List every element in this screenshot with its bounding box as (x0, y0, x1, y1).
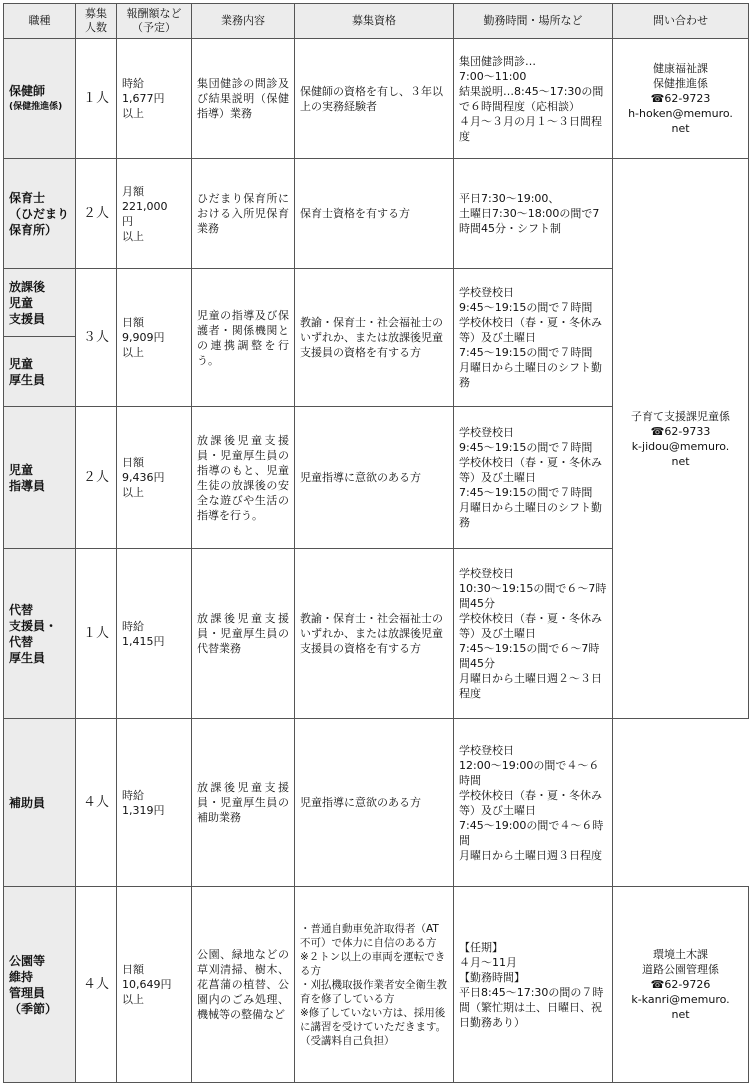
header-contact: 問い合わせ (613, 4, 749, 39)
contact-child: 子育て支援課児童係 ☎62-9733 k-jidou@memuro. net (613, 159, 749, 719)
header-hours-place: 勤務時間・場所など (454, 4, 613, 39)
table-row (4, 719, 749, 887)
hours-cell: 平日7:30～19:00、 土曜日7:30～18:00の間で7時間45分・シフト制 (454, 159, 613, 269)
duties-cell: 放課後児童支援員・児童厚生員の代替業務 (192, 549, 295, 719)
job-type-cell: 保育士 （ひだまり 保育所） (4, 159, 76, 269)
table-row (4, 887, 749, 1083)
job-type-cell: 補助員 (4, 719, 76, 887)
header-qualifications: 募集資格 (295, 4, 454, 39)
job-type-cell: 代替 支援員・ 代替 厚生員 (4, 549, 76, 719)
table-row (4, 159, 749, 269)
header-pay: 報酬額など （予定） (117, 4, 192, 39)
contact-park: 環境土木課 道路公園管理係 ☎62-9726 k-kanri@memuro. net (613, 887, 749, 1083)
qualifications-cell: 教諭・保育士・社会福祉士のいずれか、または放課後児童支援員の資格を有する方 (295, 549, 454, 719)
qualifications-cell: 児童指導に意欲のある方 (295, 719, 454, 887)
job-type-cell (4, 39, 76, 159)
duties-cell: 放課後児童支援員・児童厚生員の指導のもと、児童生徒の放課後の安全な遊びや生活の指導を行う。 (192, 407, 295, 549)
recruitment-table (3, 3, 749, 1083)
duties-cell: 放課後児童支援員・児童厚生員の補助業務 (192, 719, 295, 887)
contact-health: 健康福祉課 保健推進係 ☎62-9723 h-hoken@memuro. net (613, 39, 749, 159)
duties-cell: 集団健診の問診及び結果説明（保健指導）業務 (192, 39, 295, 159)
job-subtitle: (保健推進係) (9, 101, 63, 112)
duties-cell: 児童の指導及び保護者・関係機関との連携調整を行う。 (192, 269, 295, 407)
hours-cell: 【任期】 ４月～11月 【勤務時間】 平日8:45～17:30の間の７時間（繁忙期は土、日曜日、祝日勤務あり） (454, 887, 613, 1083)
pay-cell: 日額 10,649円 以上 (117, 887, 192, 1083)
duties-cell: ひだまり保育所における入所児保育業務 (192, 159, 295, 269)
job-type-cell: 児童 厚生員 (4, 337, 76, 407)
count-cell: １人 (76, 549, 117, 719)
job-title: 保健師 (9, 83, 46, 98)
header-row (4, 4, 749, 39)
count-cell: ４人 (76, 719, 117, 887)
job-type-cell: 放課後 児童 支援員 (4, 269, 76, 337)
job-type-cell: 児童 指導員 (4, 407, 76, 549)
pay-cell: 時給 1,319円 (117, 719, 192, 887)
qualifications-cell: ・普通自動車免許取得者（AT不可）で体力に自信のある方 ※２トン以上の車両を運転できる方 ・刈払機取扱作業者安全衛生教育を修了している方 ※修了していない方は、採用後に講習を受けていただきます。（受講料自己負担） (295, 887, 454, 1083)
header-duties: 業務内容 (192, 4, 295, 39)
count-cell: １人 (76, 39, 117, 159)
count-cell: ４人 (76, 887, 117, 1083)
header-count: 募集 人数 (76, 4, 117, 39)
table-row (4, 39, 749, 159)
hours-cell: 学校登校日 9:45～19:15の間で７時間 学校休校日（春・夏・冬休み等）及び土曜日 7:45～19:15の間で７時間 月曜日から土曜日のシフト勤務 (454, 407, 613, 549)
qualifications-cell: 教諭・保育士・社会福祉士のいずれか、または放課後児童支援員の資格を有する方 (295, 269, 454, 407)
qualifications-cell: 保育士資格を有する方 (295, 159, 454, 269)
hours-cell: 学校登校日 9:45～19:15の間で７時間 学校休校日（春・夏・冬休み等）及び土曜日 7:45～19:15の間で７時間 月曜日から土曜日のシフト勤務 (454, 269, 613, 407)
pay-cell: 月額 221,000 円 以上 (117, 159, 192, 269)
hours-cell: 学校登校日 10:30～19:15の間で６～7時間45分 学校休校日（春・夏・冬休み等）及び土曜日 7:45～19:15の間で６～7時間45分 月曜日から土曜日週２～３日程度 (454, 549, 613, 719)
pay-cell: 時給 1,677円 以上 (117, 39, 192, 159)
header-job-type: 職種 (4, 4, 76, 39)
hours-cell: 学校登校日 12:00～19:00の間で４～６時間 学校休校日（春・夏・冬休み等）及び土曜日 7:45～19:00の間で４～６時間 月曜日から土曜日週３日程度 (454, 719, 613, 887)
count-cell: ３人 (76, 269, 117, 407)
hours-cell: 集団健診問診… 7:00～11:00 結果説明…8:45～17:30の間で６時間程度（応相談） ４月～３月の月１～３日間程度 (454, 39, 613, 159)
pay-cell: 日額 9,436円 以上 (117, 407, 192, 549)
job-type-cell: 公園等 維持 管理員 （季節） (4, 887, 76, 1083)
pay-cell: 時給 1,415円 (117, 549, 192, 719)
count-cell: ２人 (76, 159, 117, 269)
qualifications-cell: 児童指導に意欲のある方 (295, 407, 454, 549)
duties-cell: 公園、緑地などの草刈清掃、樹木、花菖蒲の植替、公園内のごみ処理、機械等の整備など (192, 887, 295, 1083)
qualifications-cell: 保健師の資格を有し、３年以上の実務経験者 (295, 39, 454, 159)
count-cell: ２人 (76, 407, 117, 549)
pay-cell: 日額 9,909円 以上 (117, 269, 192, 407)
